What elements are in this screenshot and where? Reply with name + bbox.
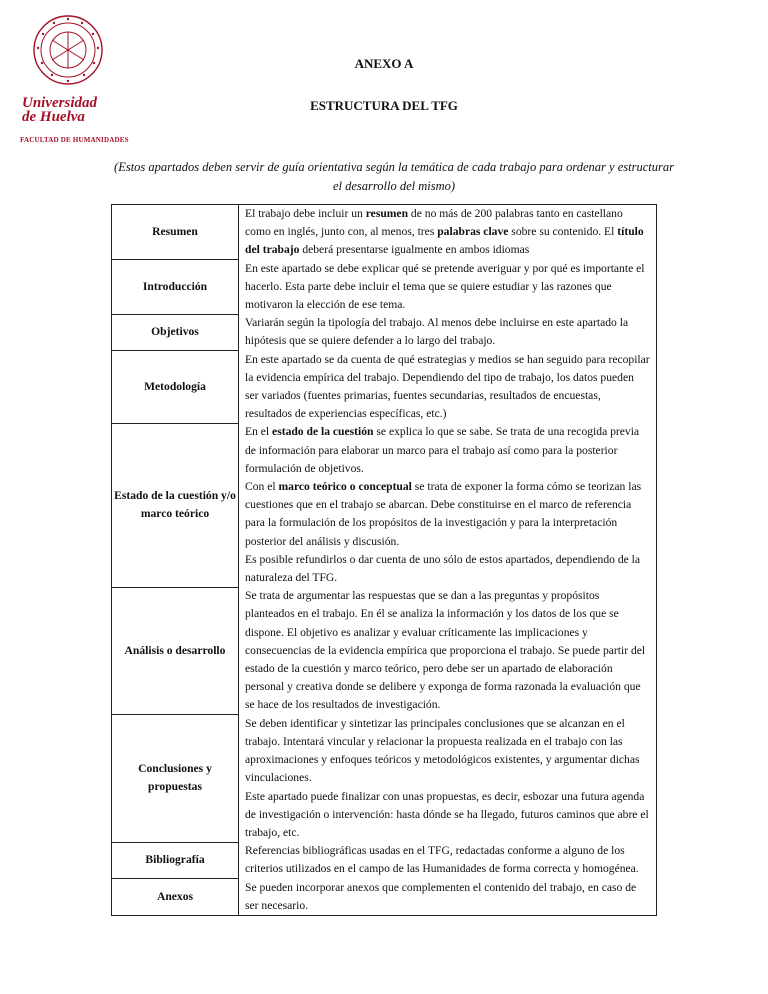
table-row <box>112 587 657 714</box>
university-seal-icon <box>32 14 104 86</box>
faculty-name: FACULTAD DE HUMANIDADES <box>20 136 129 144</box>
section-label: Análisis o desarrollo <box>112 587 239 714</box>
university-name: Universidad de Huelva <box>22 95 97 125</box>
section-description: En este apartado se da cuenta de qué estrategias y medios se han seguido para recopilar la evidencia empírica del trabajo. Dependiendo del tipo de trabajo, los datos pueden ser variados (fuentes primarias, fuentes secundarias, resultados de encuestas, resultados de experiencias específicas, etc.) <box>245 352 650 421</box>
section-label: Conclusiones y propuestas <box>112 715 239 842</box>
section-label: Objetivos <box>112 314 239 350</box>
section-label: Introducción <box>112 260 239 315</box>
page-subtitle: ESTRUCTURA DEL TFG <box>310 98 458 113</box>
section-description: En el estado de la cuestión se explica lo que se sabe. Se trata de una recogida previa de información para elaborar un marco para el trabajo así como para la posterior formulación de objetivos. Con el marco teórico o conceptual se trata de exponer la forma cómo se teorizan las cuestiones que en el trabajo se abarcan. Debe constituirse en el marco de referencia para la formulación de los propósitos de la investigación y para la interpretación posterior del análisis y discusión. Es posible refundirlos o dar cuenta de uno sólo de estos apartados, dependiendo de la naturaleza del TFG. <box>245 425 642 585</box>
section-description: Referencias bibliográficas usadas en el TFG, redactadas conforme a alguno de los criterios utilizados en el campo de las Humanidades de forma correcta y homogénea. <box>245 844 639 876</box>
section-label: Resumen <box>112 205 239 260</box>
bold-term: título del trabajo <box>245 225 644 257</box>
section-description: En este apartado se debe explicar qué se pretende averiguar y por qué es importante el hacerlo. Esta parte debe incluir el tema que se quiere estudiar y las razones que motivaron la elección de ese tema. <box>245 261 645 312</box>
section-label: Metodología <box>112 351 239 424</box>
table-row <box>112 879 657 916</box>
section-description: Se deben identificar y sintetizar las principales conclusiones que se alcanzan en el trabajo. Intentará vincular y relacionar la propuesta realizada en el trabajo con las aproximaciones y enfoques teóricos y metodológicos existentes, y argumentar dichas vinculaciones. Este apartado puede finalizar con unas propuestas, es decir, esbozar una futura agenda de investigación o intervención: hasta dónde se ha llegado, futuros caminos que abre el trabajo, etc. <box>245 716 649 839</box>
bold-term: palabras clave <box>437 225 509 239</box>
bold-term: marco teórico o conceptual <box>278 480 412 494</box>
table-row <box>112 314 657 350</box>
guidance-note: (Estos apartados deben servir de guía orientativa según la temática de cada trabajo para ordenar y estructurar el desarrollo del mismo) <box>114 160 674 193</box>
structure-table <box>111 204 657 916</box>
section-label: Estado de la cuestión y/o marco teórico <box>112 423 239 587</box>
page-title: ANEXO A <box>354 56 414 71</box>
table-row <box>112 842 657 878</box>
table-row <box>112 715 657 842</box>
section-description: Variarán según la tipología del trabajo. Al menos debe incluirse en este apartado la hipótesis que se quiere defender a lo largo del trabajo. <box>245 316 629 348</box>
table-row <box>112 351 657 424</box>
bold-term: resumen <box>365 207 409 220</box>
section-description: Se pueden incorporar anexos que complementen el contenido del trabajo, en caso de ser necesario. <box>245 880 637 912</box>
section-description: Se trata de argumentar las respuestas que se dan a las preguntas y propósitos planteados en el trabajo. En él se analiza la información y los datos de los que se dispone. El objetivo es analizar y evaluar críticamente las implicaciones y consecuencias de la evidencia empírica que proporciona el trabajo. Se puede partir del estado de la cuestión y marco teórico, pero debe ser un apartado de elaboración personal y creativa donde se delibere y exponga de forma razonada la evaluación que se hace de los resultados de investigación. <box>245 589 646 712</box>
section-label: Anexos <box>112 879 239 916</box>
table-row <box>112 423 657 587</box>
bold-term: estado de la cuestión <box>272 425 374 439</box>
section-description: El trabajo debe incluir un resumen de no más de 200 palabras tanto en castellano como en inglés, junto con, al menos, tres palabras clave sobre su contenido. El título del trabajo deberá presentarse igualmente en ambos idiomas <box>245 207 644 257</box>
table-row <box>112 205 657 260</box>
table-row <box>112 260 657 315</box>
section-label: Bibliografía <box>112 842 239 878</box>
